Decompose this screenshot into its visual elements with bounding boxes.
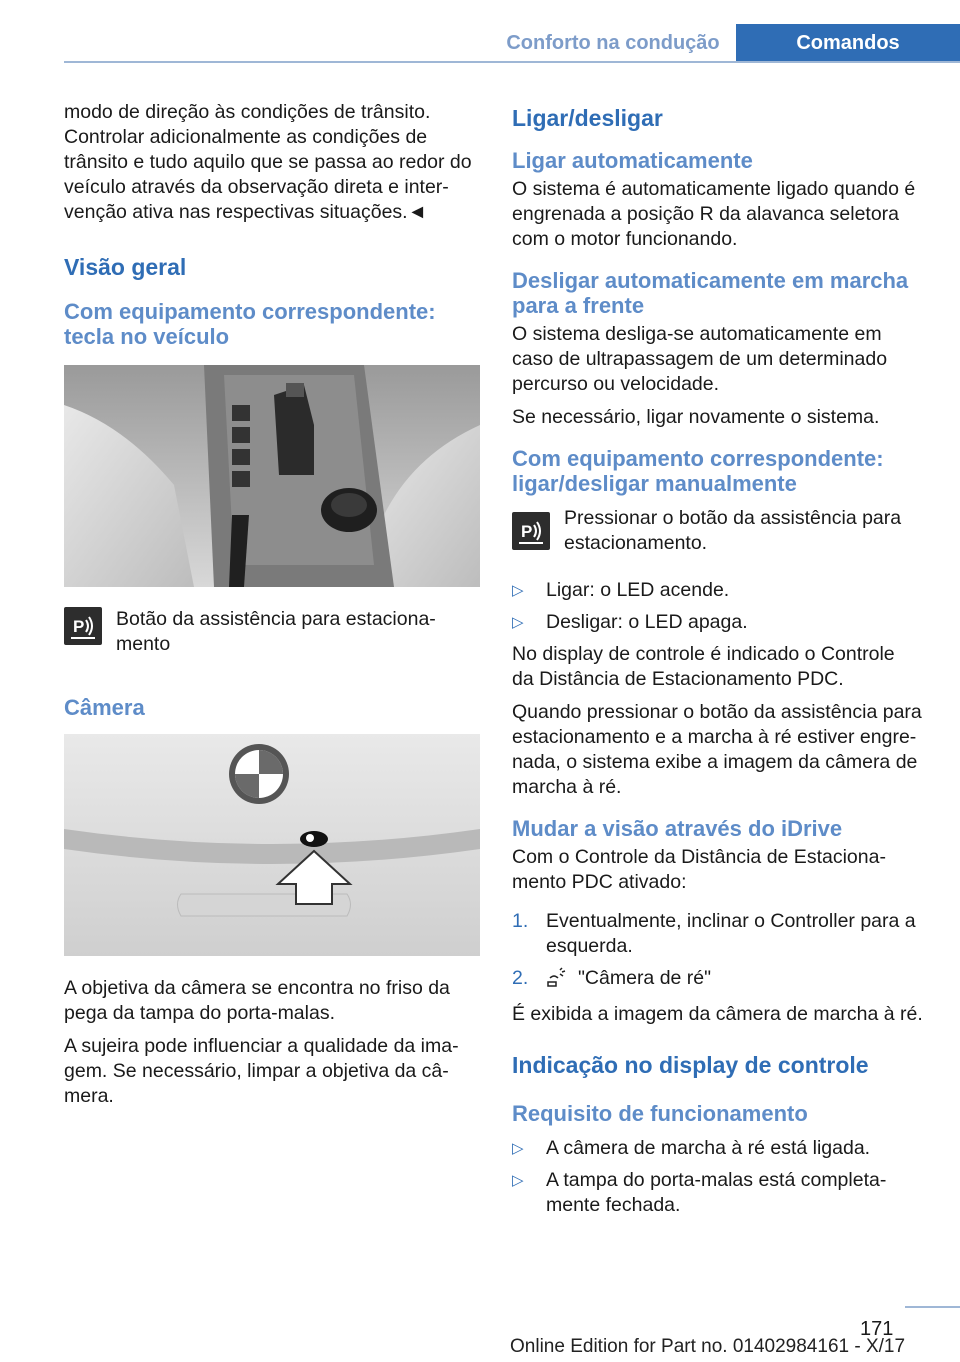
park-assist-button-icon	[64, 607, 102, 645]
heading-overview: Visão geral	[64, 254, 187, 280]
paragraph-line: caso de ultrapassagem de um determinado	[512, 348, 888, 370]
paragraph-line: Com o Controle da Distância de Estaciona‐	[512, 846, 886, 868]
step-line: esquerda.	[546, 935, 633, 957]
left-column	[64, 100, 480, 1117]
camera-image	[64, 734, 480, 956]
park-button-caption-text	[116, 607, 436, 657]
heading-auto-on: Ligar automaticamente	[512, 148, 753, 173]
auto-on-paragraph	[512, 177, 930, 252]
list-item	[512, 578, 930, 603]
idrive-result: É exibida a imagem da câmera de marcha à ré.	[512, 1003, 923, 1025]
step-number: 1.	[512, 910, 529, 932]
heading-on-off: Ligar/desligar	[512, 105, 663, 131]
paragraph-line: marcha à ré.	[512, 776, 622, 798]
list-item-text: A câmera de marcha à ré está ligada.	[546, 1137, 871, 1159]
auto-off-note: Se necessário, ligar novamente o sistema.	[512, 406, 880, 428]
paragraph-line: da Distância de Estacionamento PDC.	[512, 668, 844, 690]
camera-icon	[546, 966, 572, 995]
heading-line: Desligar automaticamente em marcha	[512, 268, 909, 293]
paragraph-line: Pressionar o botão da assistência para	[564, 507, 902, 529]
triangle-right-icon: ▷	[512, 1172, 524, 1189]
heading-line: tecla no veículo	[64, 324, 230, 349]
step-text: "Câmera de ré"	[578, 967, 712, 989]
header-divider	[64, 61, 960, 63]
paragraph-line: com o motor funcionando.	[512, 228, 738, 250]
intro-paragraph	[64, 100, 480, 225]
triangle-right-icon: ▷	[512, 1140, 524, 1157]
park-button-caption	[64, 607, 480, 657]
svg-text:P: P	[73, 617, 85, 636]
header-section-link[interactable]: Conforto na condução	[506, 31, 720, 54]
press-camera-paragraph	[512, 700, 930, 800]
paragraph-line: mera.	[64, 1085, 114, 1107]
paragraph-line: O sistema desliga-se automaticamente em	[512, 323, 882, 345]
list-line: mente fechada.	[546, 1194, 681, 1216]
step-number: 2.	[512, 967, 529, 989]
intro-line: veículo através da observação direta e inter‐	[64, 176, 449, 198]
heading-line: para a frente	[512, 293, 645, 318]
heading-display: Indicação no display de controle	[512, 1052, 869, 1078]
trunk-camera-illustration	[64, 734, 480, 956]
paragraph-line: No display de controle é indicado o Controle	[512, 643, 895, 665]
svg-text:P: P	[521, 522, 533, 541]
paragraph-line: Quando pressionar o botão da assistência para	[512, 701, 922, 723]
triangle-right-icon: ▷	[512, 582, 524, 599]
header-tab-active[interactable]: Comandos	[736, 24, 960, 63]
paragraph-line: mento PDC ativado:	[512, 871, 687, 893]
list-item-text: Desligar: o LED apaga.	[546, 611, 748, 633]
press-button-instruction	[512, 506, 930, 556]
triangle-right-icon: ▷	[512, 614, 524, 631]
list-item-text	[546, 1168, 886, 1218]
footer-divider	[905, 1306, 960, 1308]
page-number: 171	[860, 1318, 894, 1340]
numbered-step	[512, 966, 930, 995]
heading-line: Com equipamento correspondente:	[64, 299, 436, 324]
list-item	[512, 1136, 930, 1161]
intro-line: Controlar adicionalmente as condições de	[64, 126, 428, 148]
paragraph-line: gem. Se necessário, limpar a objetiva da câ‐	[64, 1060, 449, 1082]
paragraph-line: estacionamento.	[564, 532, 708, 554]
heading-manual	[512, 446, 930, 496]
park-assist-button-icon	[512, 512, 550, 550]
heading-line: Com equipamento correspondente:	[512, 446, 884, 471]
paragraph-line: A sujeira pode influenciar a qualidade da ima‐	[64, 1035, 459, 1057]
press-instruction-text	[564, 506, 901, 556]
list-line: A tampa do porta-malas está completa‐	[546, 1169, 887, 1191]
idrive-paragraph	[512, 845, 930, 895]
heading-camera: Câmera	[64, 695, 145, 720]
auto-off-paragraph	[512, 322, 930, 397]
list-item	[512, 610, 930, 635]
camera-dirt-paragraph	[64, 1034, 480, 1109]
console-image	[64, 365, 480, 587]
right-column	[512, 104, 930, 1225]
heading-requirement: Requisito de funcionamento	[512, 1101, 808, 1126]
pdc-paragraph	[512, 642, 930, 692]
console-illustration	[64, 365, 480, 587]
step-text	[546, 909, 916, 959]
paragraph-line: O sistema é automaticamente ligado quando é	[512, 178, 916, 200]
paragraph-line: pega da tampa do porta-malas.	[64, 1002, 336, 1024]
intro-line: modo de direção às condições de trânsito.	[64, 101, 431, 123]
numbered-step	[512, 909, 930, 959]
intro-line: venção ativa nas respectivas situações.◄	[64, 201, 427, 223]
paragraph-line: engrenada a posição R da alavanca seletora	[512, 203, 900, 225]
heading-line: ligar/desligar manualmente	[512, 471, 797, 496]
caption-line: Botão da assistência para estaciona‐	[116, 608, 436, 630]
caption-line: mento	[116, 633, 171, 655]
heading-idrive: Mudar a visão através do iDrive	[512, 816, 843, 841]
intro-line: trânsito e tudo aquilo que se passa ao redor do	[64, 151, 472, 173]
heading-auto-off	[512, 268, 930, 318]
paragraph-line: A objetiva da câmera se encontra no friso da	[64, 977, 450, 999]
heading-equipment-key	[64, 299, 480, 349]
list-item-text: Ligar: o LED acende.	[546, 579, 730, 601]
list-item	[512, 1168, 930, 1218]
step-line: Eventualmente, inclinar o Controller para a	[546, 910, 916, 932]
camera-location-paragraph	[64, 976, 480, 1026]
paragraph-line: percurso ou velocidade.	[512, 373, 720, 395]
paragraph-line: estacionamento e a marcha à ré estiver engre‐	[512, 726, 917, 748]
edition-footer: Online Edition for Part no. 01402984161 - X/17	[510, 1336, 906, 1357]
paragraph-line: nada, o sistema exibe a imagem da câmera de	[512, 751, 918, 773]
